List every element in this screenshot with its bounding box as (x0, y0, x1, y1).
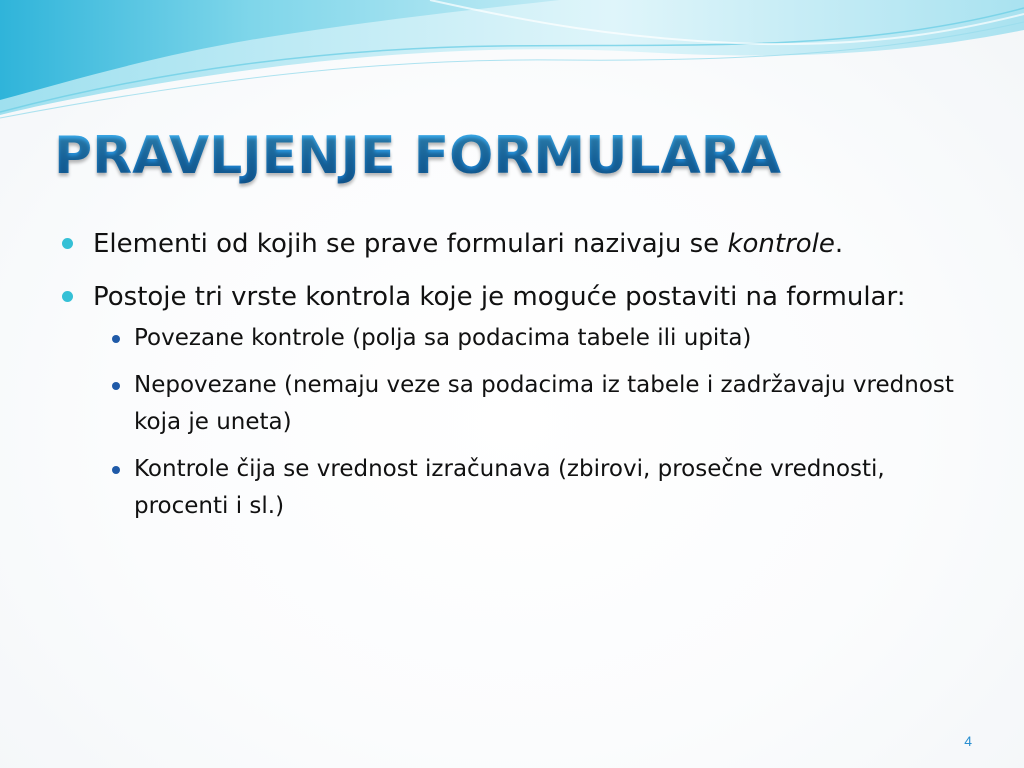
sub-bullet-text: Povezane kontrole (polja sa podacima tabele ili upita) (134, 325, 752, 351)
bullet-item (62, 277, 962, 318)
slide-title: PRAVLJENJE FORMULARA (54, 126, 782, 186)
sub-bullet-item (62, 320, 962, 357)
header-wave-decoration (0, 0, 1024, 130)
bullet-dot-icon (62, 238, 73, 249)
sub-bullet-text: Nepovezane (nemaju veze sa podacima iz tabele i zadržavaju vrednost koja je uneta) (134, 372, 954, 435)
bullet-text-end: . (834, 229, 844, 259)
bullet-item (62, 224, 962, 265)
bullet-list (62, 224, 962, 535)
page-number: 4 (964, 733, 972, 749)
bullet-dot-icon (62, 291, 73, 302)
sub-bullet-item (62, 367, 962, 441)
sub-bullet-dot-icon (112, 335, 120, 343)
sub-bullet-dot-icon (112, 466, 120, 474)
bullet-text: Postoje tri vrste kontrola koje je moguće postaviti na formular: (93, 282, 906, 312)
bullet-text: Elementi od kojih se prave formulari nazivaju se (93, 229, 728, 259)
sub-bullet-item (62, 451, 962, 525)
sub-bullet-list (62, 320, 962, 525)
sub-bullet-dot-icon (112, 382, 120, 390)
bullet-emphasis: kontrole (727, 229, 835, 259)
sub-bullet-text: Kontrole čija se vrednost izračunava (zbirovi, prosečne vrednosti, procenti i sl.) (134, 456, 885, 519)
